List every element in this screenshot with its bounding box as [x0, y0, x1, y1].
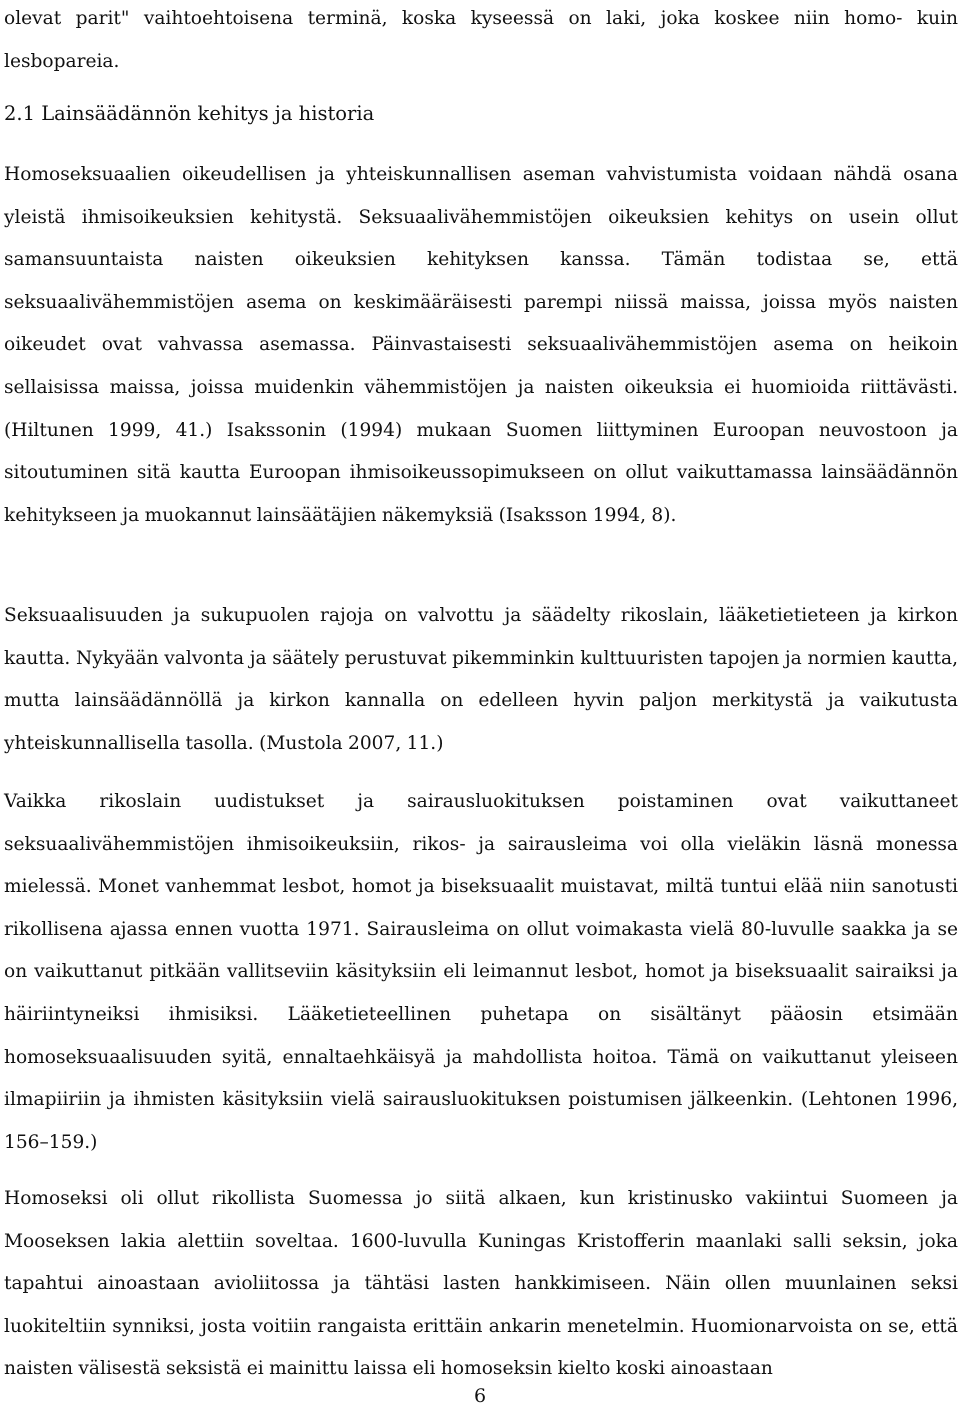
section-heading: 2.1 Lainsäädännön kehitys ja historia	[4, 102, 375, 125]
intro-fragment: olevat parit" vaihtoehtoisena terminä, koska kyseessä on laki, joka koskee niin homo- kuin lesbopareia.	[4, 8, 958, 72]
paragraph-1: Homoseksuaalien oikeudellisen ja yhteiskunnallisen aseman vahvistumista voidaan nähdä osana yleistä ihmisoikeuksien kehitystä. Seksuaalivähemmistöjen oikeuksien kehitys on usein ollut samansuuntaista naisten oikeuksien kehityksen kanssa. Tämän todistaa se, että seksuaalivähemmistöjen asema on keskimääräisesti parempi niissä maissa, joissa myös naisten oikeudet ovat vahvassa asemassa. Päinvastaisesti seksuaalivähemmistöjen asema on heikoin sellaisissa maissa, joissa muidenkin vähemmistöjen ja naisten oikeuksia ei huomioida riittävästi. (Hiltunen 1999, 41.) Isakssonin (1994) mukaan Suomen liittyminen Euroopan neuvostoon ja sitoutuminen sitä kautta Euroopan ihmisoikeussopimukseen on ollut vaikuttamassa lainsäädännön kehitykseen ja muokannut lainsäätäjien näkemyksiä (Isaksson 1994, 8).	[4, 164, 958, 526]
paragraph-2: Seksuaalisuuden ja sukupuolen rajoja on valvottu ja säädelty rikoslain, lääketietieteen ja kirkon kautta. Nykyään valvonta ja säätely perustuvat pikemminkin kulttuuristen tapojen ja normien kautta, mutta lainsäädännöllä ja kirkon kannalla on edelleen hyvin paljon merkitystä ja vaikutusta yhteiskunnallisella tasolla. (Mustola 2007, 11.)	[4, 605, 958, 754]
page-number: 6	[473, 1385, 487, 1407]
paragraph-4: Homoseksi oli ollut rikollista Suomessa jo siitä alkaen, kun kristinusko vakiintui Suomeen ja Mooseksen lakia alettiin soveltaa. 1600-luvulla Kuningas Kristofferin maanlaki salli seksin, joka tapahtui ainoastaan avioliitossa ja tähtäsi lasten hankkimiseen. Näin ollen muunlainen seksi luokiteltiin synniksi, josta voitiin rangaista erittäin ankarin menetelmin. Huomionarvoista on se, että naisten välisestä seksistä ei mainittu laissa eli homoseksin kielto koski ainoastaan	[4, 1188, 958, 1380]
paragraph-3: Vaikka rikoslain uudistukset ja sairausluokituksen poistaminen ovat vaikuttaneet seksuaalivähemmistöjen ihmisoikeuksiin, rikos- ja sairausleima voi olla vieläkin läsnä monessa mielessä. Monet vanhemmat lesbot, homot ja biseksuaalit muistavat, miltä tuntui elää niin sanotusti rikollisena ajassa ennen vuotta 1971. Sairausleima on ollut voimakasta vielä 80-luvulle saakka ja se on vaikuttanut pitkään vallitseviin käsityksiin eli leimannut lesbot, homot ja biseksuaalit sairaiksi ja häiriintyneiksi ihmisiksi. Lääketieteellinen puhetapa on sisältänyt pääosin etsimään homoseksuaalisuuden syitä, ennaltaehkäisyä ja mahdollista hoitoa. Tämä on vaikuttanut yleiseen ilmapiiriin ja ihmisten käsityksiin vielä sairausluokituksen poistumisen jälkeenkin. (Lehtonen 1996, 156–159.)	[4, 791, 958, 1153]
